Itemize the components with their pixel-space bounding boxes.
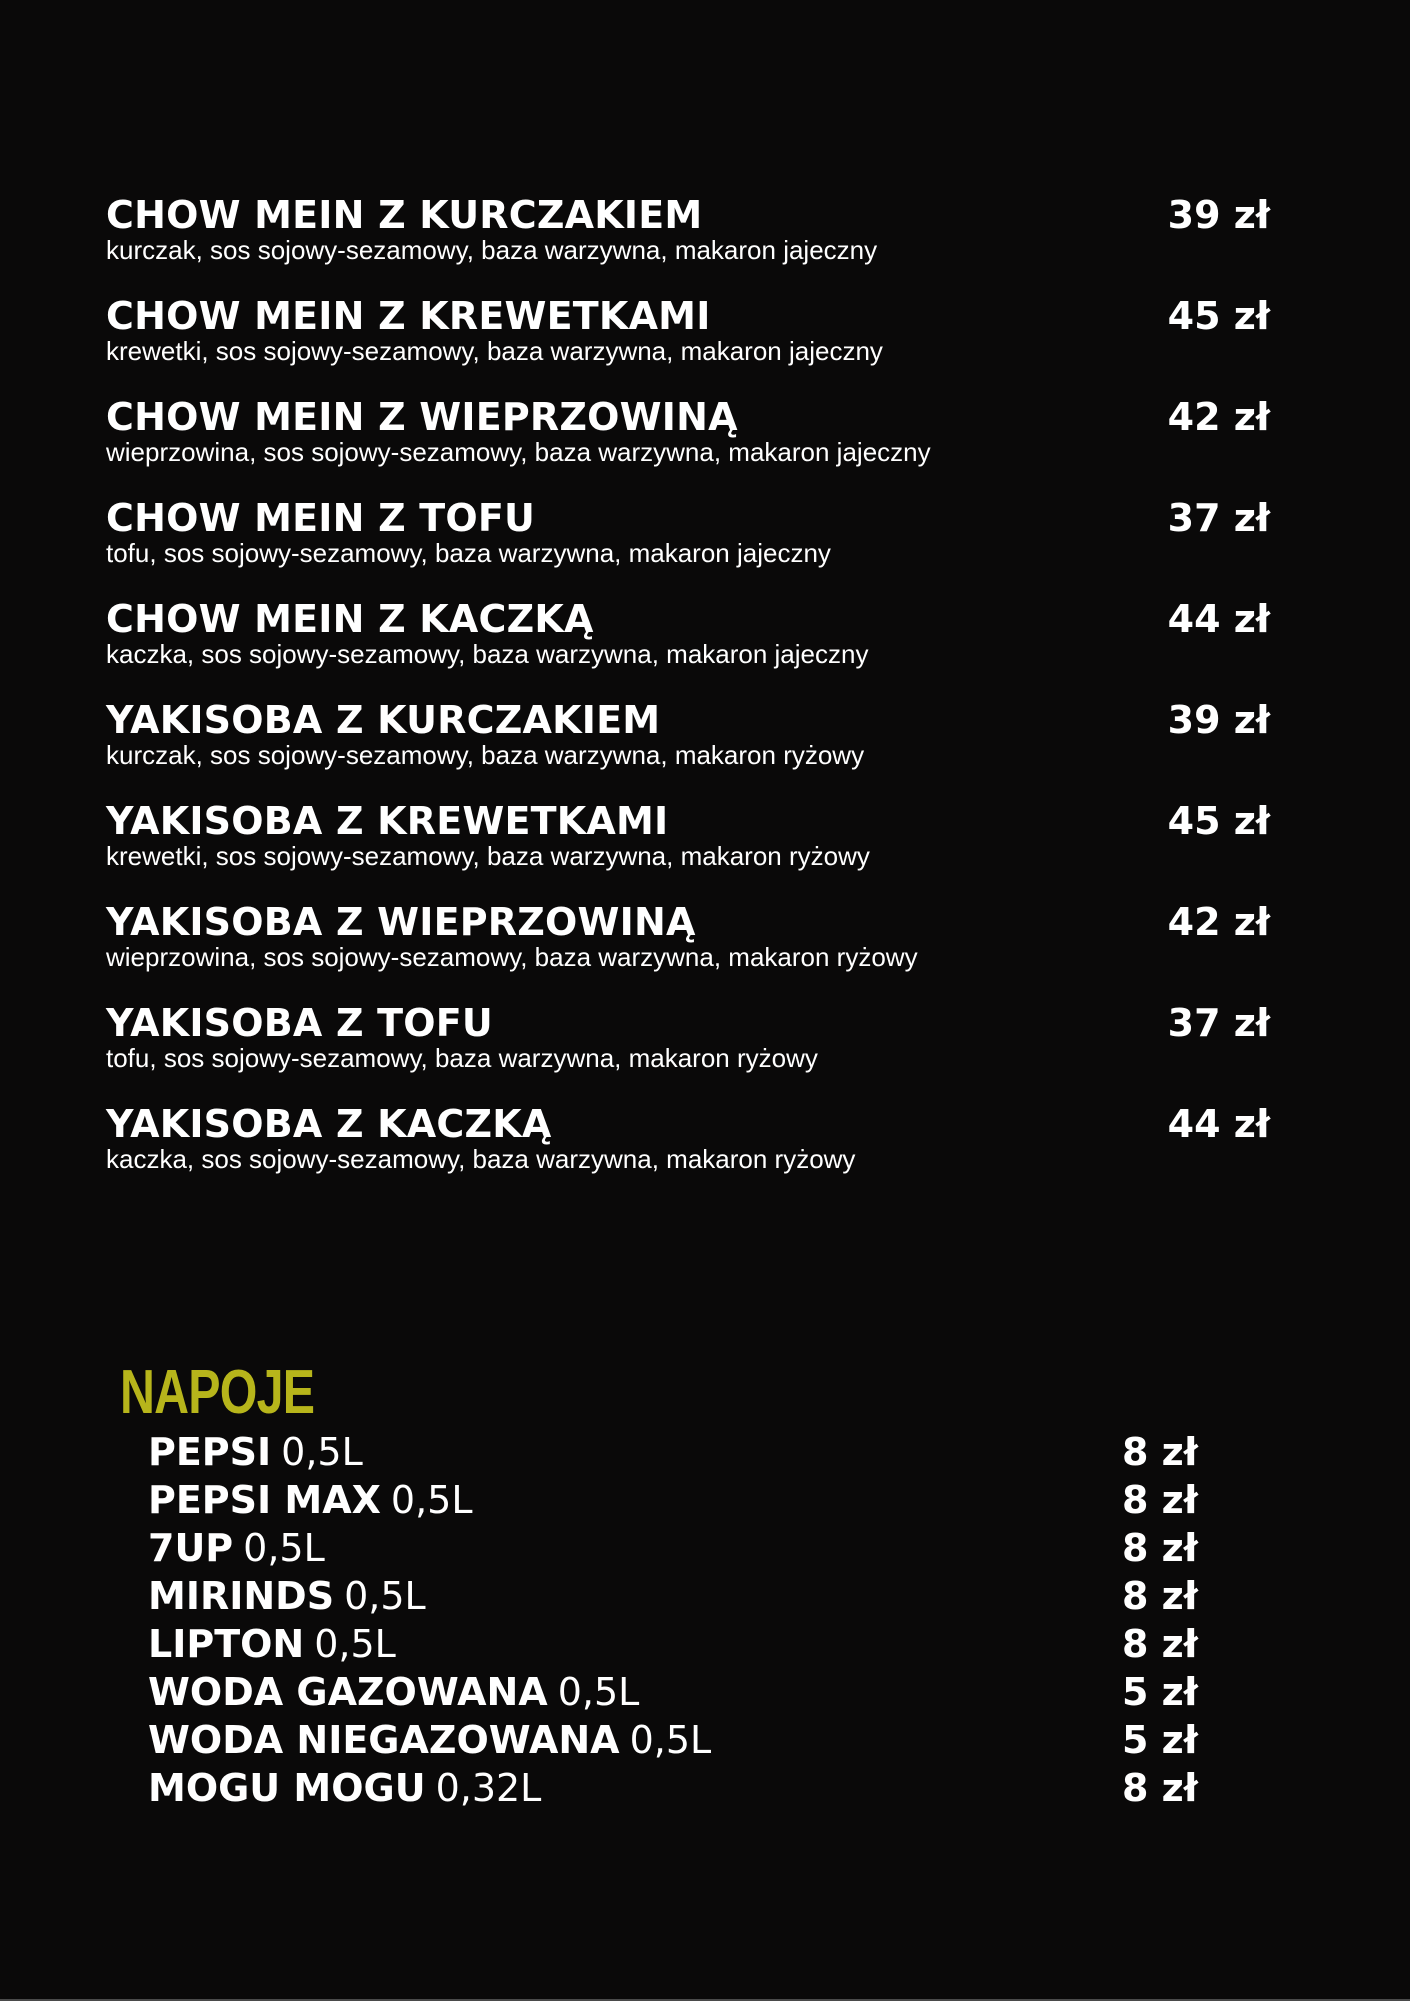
drink-name: LIPTON — [148, 1622, 305, 1666]
dish-price: 44 zł — [1167, 1102, 1270, 1146]
dish-price: 45 zł — [1167, 799, 1270, 843]
dish-item — [106, 594, 1270, 695]
drink-name: MIRINDS — [148, 1574, 335, 1618]
drink-size: 0,5L — [314, 1622, 396, 1666]
dish-description: kaczka, sos sojowy-sezamowy, baza warzywna, makaron jajeczny — [106, 639, 869, 669]
drink-name: 7UP — [148, 1526, 234, 1570]
drink-item — [148, 1764, 1198, 1812]
drink-item — [148, 1572, 1198, 1620]
drink-item — [148, 1524, 1198, 1572]
dish-item — [106, 1099, 1270, 1200]
drink-name: PEPSI MAX — [148, 1478, 381, 1522]
dish-name: YAKISOBA Z KREWETKAMI — [106, 799, 669, 843]
dish-name: YAKISOBA Z TOFU — [106, 1001, 493, 1045]
noodle-dishes-list — [106, 190, 1270, 1200]
dish-name: CHOW MEIN Z KURCZAKIEM — [106, 193, 703, 237]
drink-size: 0,5L — [629, 1718, 712, 1762]
dish-description: wieprzowina, sos sojowy-sezamowy, baza warzywna, makaron jajeczny — [106, 437, 931, 467]
dish-price: 39 zł — [1167, 698, 1270, 742]
dish-item — [106, 392, 1270, 493]
dish-price: 44 zł — [1167, 597, 1270, 641]
drink-name: WODA NIEGAZOWANA — [148, 1718, 620, 1762]
dish-name: CHOW MEIN Z KACZKĄ — [106, 597, 594, 641]
drink-name: PEPSI — [148, 1430, 272, 1474]
drink-size: 0,5L — [344, 1574, 426, 1618]
drink-size: 0,5L — [281, 1430, 363, 1474]
drink-price: 8 zł — [1122, 1478, 1198, 1522]
dish-description: kurczak, sos sojowy-sezamowy, baza warzywna, makaron jajeczny — [106, 235, 878, 265]
dish-item — [106, 695, 1270, 796]
drink-size: 0,32L — [435, 1766, 542, 1810]
dish-description: tofu, sos sojowy-sezamowy, baza warzywna, makaron jajeczny — [106, 538, 831, 568]
dish-item — [106, 190, 1270, 291]
dish-name: YAKISOBA Z KURCZAKIEM — [106, 698, 661, 742]
dish-description: krewetki, sos sojowy-sezamowy, baza warzywna, makaron jajeczny — [106, 336, 883, 366]
dish-name: CHOW MEIN Z WIEPRZOWINĄ — [106, 395, 738, 439]
drink-item — [148, 1716, 1198, 1764]
drink-name: WODA GAZOWANA — [148, 1670, 548, 1714]
dish-price: 42 zł — [1167, 395, 1270, 439]
drink-item — [148, 1476, 1198, 1524]
dish-description: tofu, sos sojowy-sezamowy, baza warzywna, makaron ryżowy — [106, 1043, 818, 1073]
drink-price: 5 zł — [1122, 1718, 1198, 1762]
dish-price: 37 zł — [1167, 1001, 1270, 1045]
drinks-section-title: NAPOJE — [120, 1358, 315, 1427]
drink-size: 0,5L — [243, 1526, 325, 1570]
dish-item — [106, 998, 1270, 1099]
dish-item — [106, 897, 1270, 998]
drink-price: 8 zł — [1122, 1766, 1198, 1810]
drink-price: 5 zł — [1122, 1670, 1198, 1714]
dish-description: kurczak, sos sojowy-sezamowy, baza warzywna, makaron ryżowy — [106, 740, 865, 770]
drinks-list — [148, 1428, 1198, 1812]
dish-name: YAKISOBA Z WIEPRZOWINĄ — [106, 900, 696, 944]
drink-size: 0,5L — [557, 1670, 640, 1714]
drink-price: 8 zł — [1122, 1574, 1198, 1618]
dish-description: krewetki, sos sojowy-sezamowy, baza warzywna, makaron ryżowy — [106, 841, 870, 871]
drink-price: 8 zł — [1122, 1622, 1198, 1666]
drink-price: 8 zł — [1122, 1526, 1198, 1570]
dish-price: 42 zł — [1167, 900, 1270, 944]
dish-item — [106, 493, 1270, 594]
dish-name: YAKISOBA Z KACZKĄ — [106, 1102, 552, 1146]
dish-item — [106, 291, 1270, 392]
dish-description: wieprzowina, sos sojowy-sezamowy, baza warzywna, makaron ryżowy — [106, 942, 918, 972]
drink-name: MOGU MOGU — [148, 1766, 426, 1810]
drink-price: 8 zł — [1122, 1430, 1198, 1474]
drink-item — [148, 1668, 1198, 1716]
drink-size: 0,5L — [390, 1478, 473, 1522]
dish-name: CHOW MEIN Z TOFU — [106, 496, 536, 540]
dish-price: 39 zł — [1167, 193, 1270, 237]
dish-name: CHOW MEIN Z KREWETKAMI — [106, 294, 711, 338]
drink-item — [148, 1428, 1198, 1476]
dish-item — [106, 796, 1270, 897]
dish-price: 45 zł — [1167, 294, 1270, 338]
dish-description: kaczka, sos sojowy-sezamowy, baza warzywna, makaron ryżowy — [106, 1144, 856, 1174]
drink-item — [148, 1620, 1198, 1668]
dish-price: 37 zł — [1167, 496, 1270, 540]
